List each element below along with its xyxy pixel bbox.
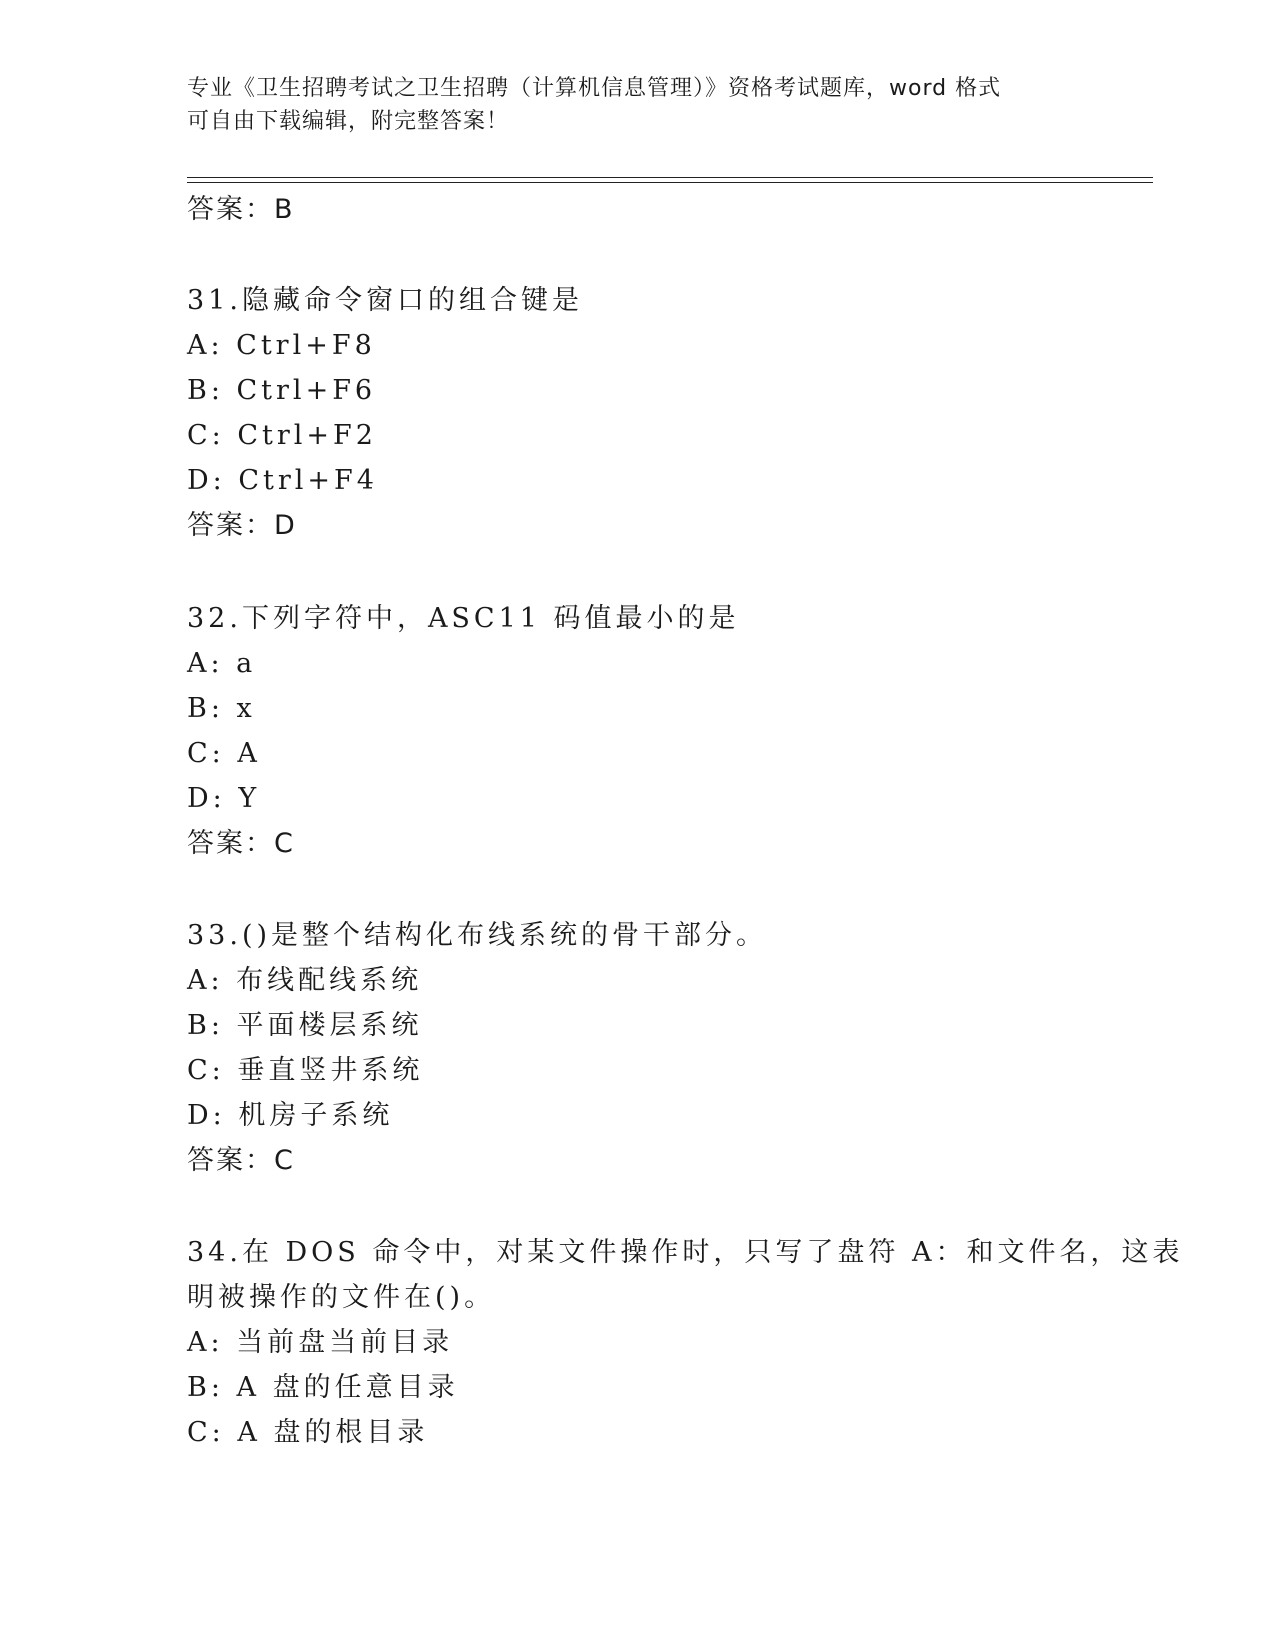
question-31-option-d: D: Ctrl+F4 <box>187 465 378 496</box>
question-33-option-a: A: 布线配线系统 <box>187 965 423 996</box>
question-34-stem-line-1: 34.在 DOS 命令中，对某文件操作时，只写了盘符 A：和文件名，这表 <box>187 1237 1184 1268</box>
question-32-option-a: A: a <box>187 648 257 679</box>
question-31-option-b: B: Ctrl+F6 <box>187 375 377 406</box>
question-32-stem: 32.下列字符中，ASC11 码值最小的是 <box>187 603 740 634</box>
question-32-option-b: B: x <box>187 693 256 724</box>
header-line-1: 专业《卫生招聘考试之卫生招聘（计算机信息管理）》资格考试题库，word 格式 <box>187 76 1002 101</box>
question-34-option-c: C: A 盘的根目录 <box>187 1417 429 1448</box>
document-header <box>187 72 1067 138</box>
question-32-option-c: C: A <box>187 738 261 769</box>
question-33-option-b: B: 平面楼层系统 <box>187 1010 423 1041</box>
question-31-stem: 31.隐藏命令窗口的组合键是 <box>187 285 583 316</box>
question-32-answer: 答案：C <box>187 828 295 859</box>
header-divider-bottom <box>187 182 1153 183</box>
question-34-option-b: B: A 盘的任意目录 <box>187 1372 459 1403</box>
question-33-option-d: D: 机房子系统 <box>187 1100 394 1131</box>
question-31-answer: 答案：D <box>187 510 297 541</box>
question-31-option-a: A: Ctrl+F8 <box>187 330 376 361</box>
question-33-option-c: C: 垂直竖井系统 <box>187 1055 424 1086</box>
question-33-stem: 33.()是整个结构化布线系统的骨干部分。 <box>187 920 768 951</box>
question-34-option-a: A: 当前盘当前目录 <box>187 1327 454 1358</box>
header-line-2: 可自由下载编辑，附完整答案！ <box>187 109 510 134</box>
question-31-option-c: C: Ctrl+F2 <box>187 420 377 451</box>
question-34-stem-line-2: 明被操作的文件在()。 <box>187 1282 496 1313</box>
question-33-answer: 答案：C <box>187 1145 295 1176</box>
header-divider-top <box>187 177 1153 178</box>
question-32-option-d: D: Y <box>187 783 261 814</box>
answer-previous: 答案：B <box>187 194 295 225</box>
